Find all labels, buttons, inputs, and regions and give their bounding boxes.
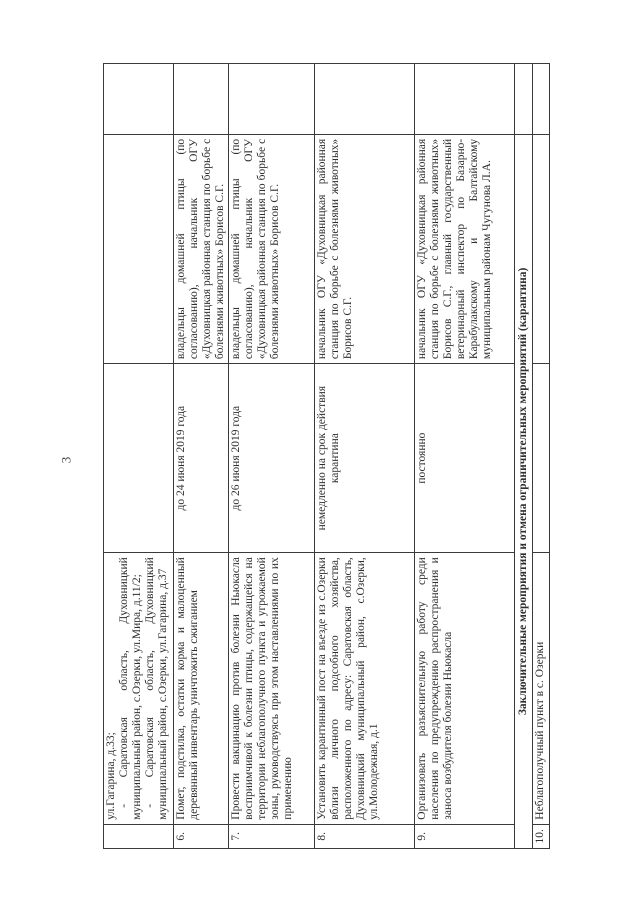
note-cell (104, 64, 174, 135)
action-cell: Провести вакцинацию против болезни Ньюкасла восприимчивой к болезни птицы, содержащейся на территории неблагополучного пункта и угрожаемой зоны, руководствуясь при этом наставлениями по их применению (229, 553, 315, 825)
note-cell (533, 64, 550, 135)
table-row (415, 64, 515, 849)
page-number: 3 (58, 456, 74, 464)
row-number: 9. (415, 824, 515, 848)
table-row (315, 64, 415, 849)
row-number: 8. (315, 824, 415, 848)
table-row (174, 64, 229, 849)
term-cell (104, 364, 174, 553)
row-number: 7. (229, 824, 315, 848)
responsible-cell: владельцы домашней птицы (по согласованию), начальник ОГУ «Духовницкая районная станция по борьбе с болезнями животных» Борисов С.Г. (229, 134, 315, 363)
term-cell (533, 364, 550, 553)
section-title: Заключительные мероприятия и отмена ограничительных мероприятий (карантина) (515, 134, 533, 848)
measures-table (103, 63, 550, 849)
measures-table-sheet (103, 63, 583, 849)
note-cell (415, 64, 515, 135)
action-cell: Установить карантинный пост на въезде из с.Озерки вблизи личного подсобного хозяйства, расположенного по адресу: Саратовская область, Духовницкий муниципальный район, с.Озерки, ул.Молодежная, д.1 (315, 553, 415, 825)
term-cell: до 26 июня 2019 года (229, 364, 315, 553)
action-line: - Саратовская область, Духовницкий муниципальный район, с.Озерки, ул.Гагарина, д.37 (144, 557, 169, 820)
note-cell (315, 64, 415, 135)
responsible-cell: начальник ОГУ «Духовницкая районная станция по борьбе с болезнями животных» Борисов С.Г., главный государственный ветеринарный инспектор по Базарно-Карабулакскому и Балтайскому муниципальным районам Чугунова Л.А. (415, 134, 515, 363)
row-number: 10. (533, 824, 550, 848)
term-cell: до 24 июня 2019 года (174, 364, 229, 553)
term-cell: немедленно на срок действия карантина (315, 364, 415, 553)
section-row (515, 64, 533, 849)
term-cell: постоянно (415, 364, 515, 553)
table-row (104, 64, 174, 849)
action-line: - Саратовская область, Духовницкий муниципальный район, с.Озерки, ул.Мира, д.11/2; (118, 557, 143, 820)
action-line: ул.Гагарина, д.33; (105, 732, 117, 820)
responsible-cell: владельцы домашней птицы (по согласованию), начальник ОГУ «Духовницкая районная станция по борьбе с болезнями животных» Борисов С.Г. (174, 134, 229, 363)
table-row (533, 64, 550, 849)
action-cell: Неблагополучный пункт в с. Озерки (533, 553, 550, 825)
action-cell: Организовать разъяснительную работу среди населения по предупреждению распространения и заноса возбудителя болезни Ньюкасла (415, 553, 515, 825)
note-cell (515, 64, 533, 135)
action-cell: Помет, подстилка, остатки корма и малоценный деревянный инвентарь уничтожить сжиганием (174, 553, 229, 825)
action-cell (104, 553, 174, 825)
responsible-cell: начальник ОГУ «Духовницкая районная станция по борьбе с болезнями животных» Борисов С.Г. (315, 134, 415, 363)
row-number (104, 824, 174, 848)
note-cell (229, 64, 315, 135)
row-number: 6. (174, 824, 229, 848)
responsible-cell (104, 134, 174, 363)
note-cell (174, 64, 229, 135)
responsible-cell (533, 134, 550, 363)
table-row (229, 64, 315, 849)
